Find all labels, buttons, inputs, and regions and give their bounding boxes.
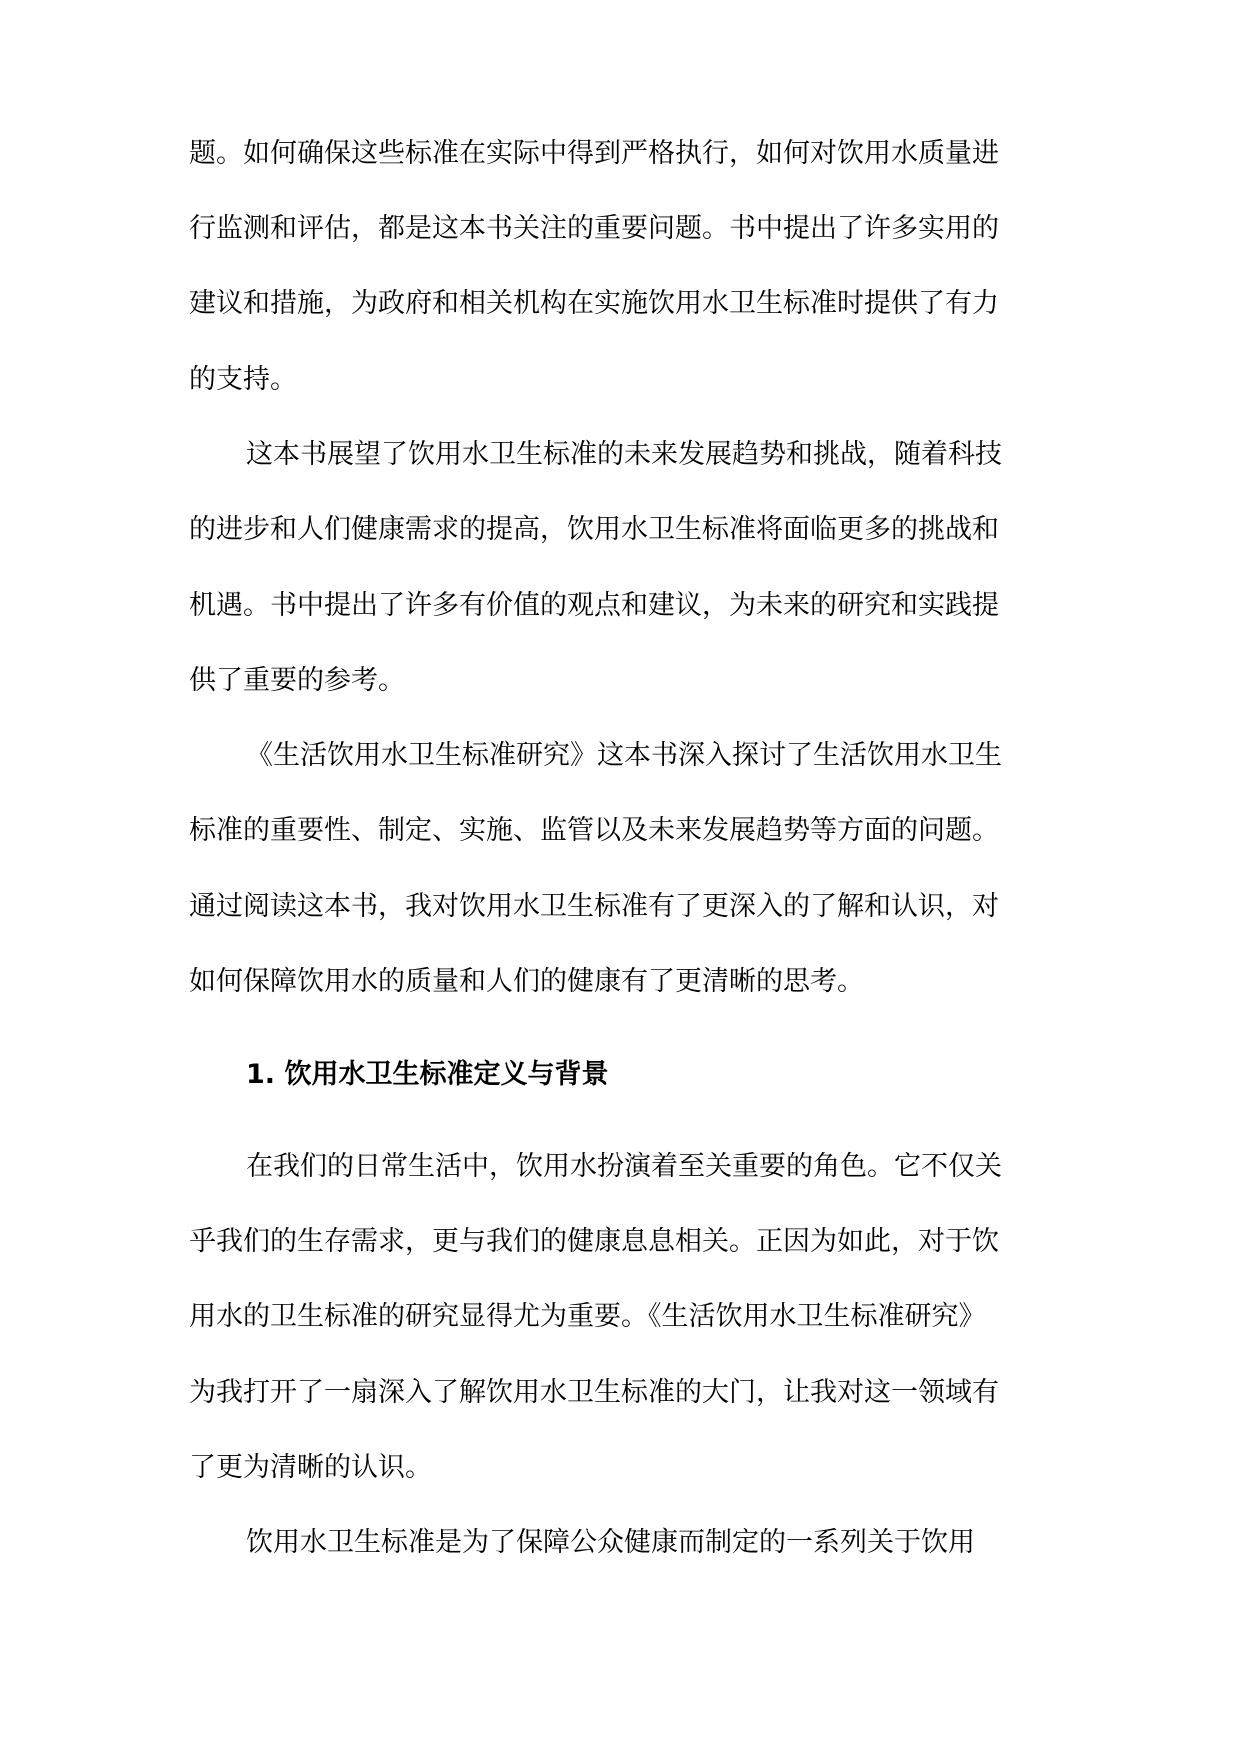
text-line: 这本书展望了饮用水卫生标准的未来发展趋势和挑战，随着科技	[246, 439, 1002, 470]
section-heading: 1. 饮用水卫生标准定义与背景	[246, 1059, 609, 1090]
text-line: 在我们的日常生活中，饮用水扮演着至关重要的角色。它不仅关	[246, 1151, 1002, 1182]
text-line: 机遇。书中提出了许多有价值的观点和建议，为未来的研究和实践提	[189, 590, 999, 621]
text-line: 供了重要的参考。	[189, 665, 405, 696]
text-line: 饮用水卫生标准是为了保障公众健康而制定的一系列关于饮用	[246, 1527, 975, 1558]
text-line: 行监测和评估，都是这本书关注的重要问题。书中提出了许多实用的	[189, 213, 999, 244]
text-line: 建议和措施，为政府和相关机构在实施饮用水卫生标准时提供了有力	[189, 288, 999, 319]
text-line: 通过阅读这本书，我对饮用水卫生标准有了更深入的了解和认识，对	[189, 891, 999, 922]
text-line: 题。如何确保这些标准在实际中得到严格执行，如何对饮用水质量进	[189, 138, 999, 169]
text-line: 为我打开了一扇深入了解饮用水卫生标准的大门，让我对这一领域有	[189, 1377, 999, 1408]
text-line: 用水的卫生标准的研究显得尤为重要。《生活饮用水卫生标准研究》	[189, 1301, 986, 1332]
text-line: 乎我们的生存需求，更与我们的健康息息相关。正因为如此，对于饮	[189, 1226, 999, 1257]
text-line: 的支持。	[189, 364, 297, 395]
text-line: 《生活饮用水卫生标准研究》这本书深入探讨了生活饮用水卫生	[246, 740, 1002, 771]
text-line: 了更为清晰的认识。	[189, 1452, 432, 1483]
text-line: 标准的重要性、制定、实施、监管以及未来发展趋势等方面的问题。	[189, 815, 999, 846]
text-line: 的进步和人们健康需求的提高，饮用水卫生标准将面临更多的挑战和	[189, 514, 999, 545]
text-line: 如何保障饮用水的质量和人们的健康有了更清晰的思考。	[189, 966, 864, 997]
